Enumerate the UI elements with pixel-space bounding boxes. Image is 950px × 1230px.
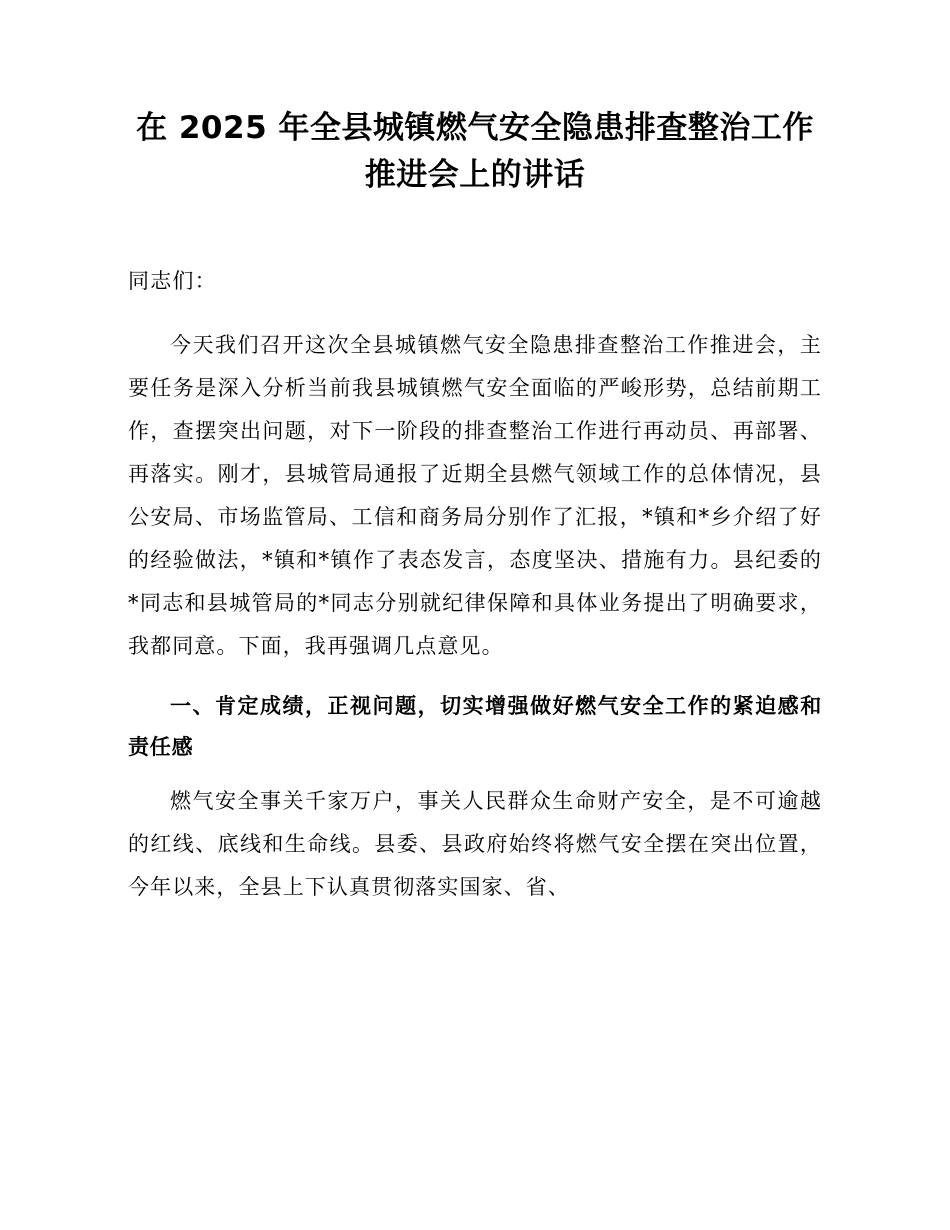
salutation-text: 同志们： bbox=[128, 269, 217, 293]
section-one-paragraph: 燃气安全事关千家万户，事关人民群众生命财产安全，是不可逾越的红线、底线和生命线。县委、县政府始终将燃气安全摆在突出位置，今年以来，全县上下认真贯彻落实国家、省、 bbox=[128, 789, 822, 900]
section-heading-one: 一、肯定成绩，正视问题，切实增强做好燃气安全工作的紧迫感和责任感 bbox=[128, 694, 822, 760]
page-title: 在 2025 年全县城镇燃气安全隐患排查整治工作推进会上的讲话 bbox=[136, 110, 814, 193]
intro-paragraph: 今天我们召开这次全县城镇燃气安全隐患排查整治工作推进会，主要任务是深入分析当前我县城镇燃气安全面临的严峻形势，总结前期工作，查摆突出问题，对下一阶段的排查整治工作进行再动员、再部署、再落实。刚才，县城管局通报了近期全县燃气领域工作的总体情况，县公安局、市场监管局、工信和商务局分别作了汇报，*镇和*乡介绍了好的经验做法，*镇和*镇作了表态发言，态度坚决、措施有力。县纪委的*同志和县城管局的*同志分别就纪律保障和具体业务提出了明确要求，我都同意。下面，我再强调几点意见。 bbox=[128, 332, 822, 659]
